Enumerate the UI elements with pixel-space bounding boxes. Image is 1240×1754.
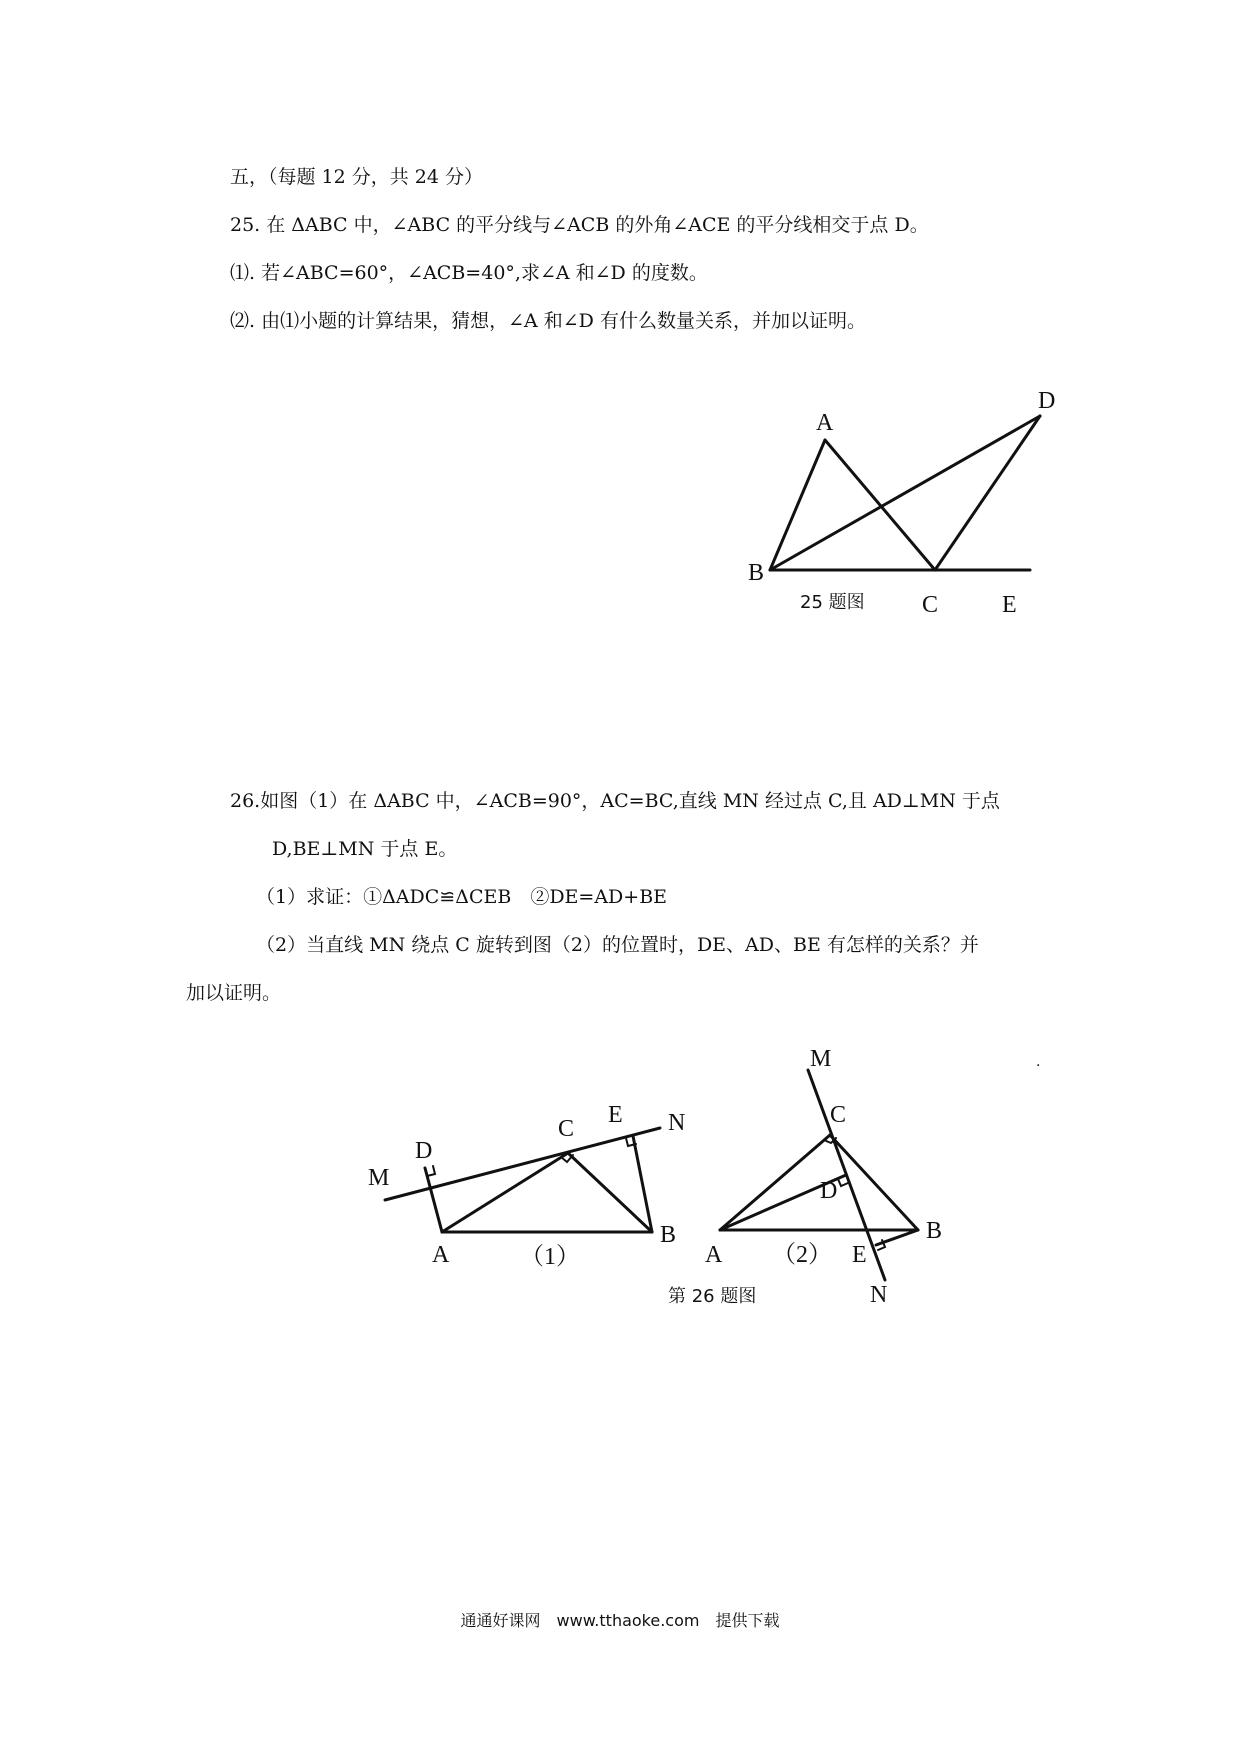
fig2-sublabel: （2） <box>772 1242 832 1268</box>
stray-dot: . <box>1036 1054 1041 1070</box>
q26-part1: （1）求证：①ΔADC≌ΔCEB ②DE=AD+BE <box>256 886 668 908</box>
fig1-label-A: A <box>432 1242 450 1268</box>
segment-AC <box>825 440 935 570</box>
q25-figure-caption: 25 题图 <box>800 592 865 613</box>
label-D: D <box>1038 388 1056 414</box>
q25-figure <box>740 380 1080 630</box>
fig1-label-B: B <box>660 1222 677 1248</box>
fig2-label-C: C <box>830 1102 847 1128</box>
segment-AC-1 <box>442 1153 568 1232</box>
fig2-label-B: B <box>926 1218 943 1244</box>
section-heading: 五，（每题 12 分，共 24 分） <box>230 166 484 188</box>
label-E: E <box>1002 592 1017 618</box>
fig2-label-A: A <box>705 1242 723 1268</box>
fig2-label-N: N <box>870 1282 888 1308</box>
fig2-label-E: E <box>852 1242 867 1268</box>
segment-AC-2 <box>720 1135 830 1230</box>
footer-credit: 通通好课网 www.tthaoke.com 提供下载 <box>460 1611 780 1630</box>
q25-stem: 25. 在 ΔABC 中，∠ABC 的平分线与∠ACB 的外角∠ACE 的平分线相交于点 D。 <box>230 214 929 236</box>
fig2-label-D: D <box>820 1178 838 1204</box>
segment-BD <box>770 416 1040 570</box>
fig1-sublabel: （1） <box>520 1244 580 1270</box>
fig1-label-M: M <box>368 1165 390 1191</box>
q26-part2-line1: （2）当直线 MN 绕点 C 旋转到图（2）的位置时，DE、AD、BE 有怎样的关系？并 <box>256 934 979 956</box>
fig1-label-C: C <box>558 1116 575 1142</box>
q26-figure-caption: 第 26 题图 <box>668 1286 757 1307</box>
q26-part2-line2: 加以证明。 <box>186 982 282 1004</box>
segment-CB-2 <box>830 1135 918 1230</box>
segment-AB <box>770 440 825 570</box>
fig1-label-N: N <box>668 1110 686 1136</box>
q26-stem-line2: D,BE⊥MN 于点 E。 <box>272 838 458 860</box>
q26-stem-line1: 26.如图（1）在 ΔABC 中，∠ACB=90°，AC=BC,直线 MN 经过点 C,且 AD⊥MN 于点 <box>230 790 1000 812</box>
segment-CD <box>935 416 1040 570</box>
right-angle-D2 <box>838 1179 848 1186</box>
q25-part2: ⑵. 由⑴小题的计算结果，猜想，∠A 和∠D 有什么数量关系，并加以证明。 <box>230 310 866 332</box>
fig2-label-M: M <box>810 1046 832 1072</box>
fig1-label-E: E <box>608 1102 623 1128</box>
q26-figure <box>360 1040 1080 1330</box>
label-C: C <box>922 592 939 618</box>
q25-part1: ⑴. 若∠ABC=60°，∠ACB=40°,求∠A 和∠D 的度数。 <box>230 262 708 284</box>
segment-AD-1 <box>425 1168 442 1232</box>
fig1-label-D: D <box>415 1138 433 1164</box>
label-B: B <box>748 560 765 586</box>
label-A: A <box>816 410 834 436</box>
